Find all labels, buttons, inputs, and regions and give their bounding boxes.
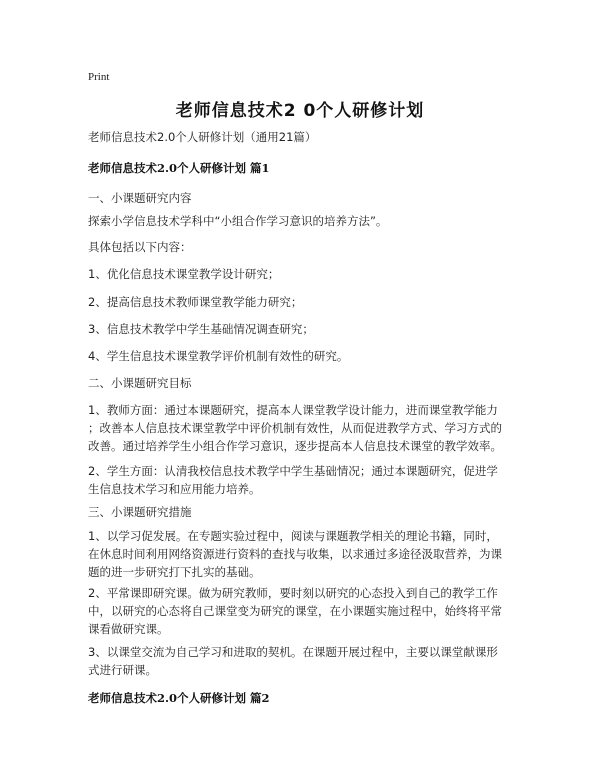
section-1-title: 一、小课题研究内容	[88, 191, 192, 205]
paragraph-line: 在休息时间利用网络资源进行资料的查找与收集，以求通过多途径汲取营养，为课	[88, 547, 502, 561]
section-1-item-3: 3、信息技术教学中学生基础情况调查研究；	[88, 322, 314, 336]
paragraph-line: 生信息技术学习和应用能力培养。	[88, 482, 261, 496]
section-1-line-2: 具体包括以下内容：	[88, 240, 192, 254]
paragraph-line: 1、教师方面：通过本课题研究，提高本人课堂教学设计能力，进而课堂教学能力	[88, 403, 498, 417]
article-heading-1: 老师信息技术2.0个人研修计划 篇1	[88, 161, 270, 175]
section-3-title: 三、小课题研究措施	[88, 505, 192, 519]
paragraph-line: 中，以研究的心态将自己课堂变为研究的课堂，在小课题实施过程中，始终将平常	[88, 604, 502, 618]
section-1-item-4: 4、学生信息技术课堂教学评价机制有效性的研究。	[88, 349, 349, 363]
paragraph-line: 1、以学习促发展。在专题实验过程中，阅读与课题教学相关的理论书籍，同时，	[88, 529, 498, 543]
paragraph-line: 题的进一步研究打下扎实的基础。	[88, 565, 261, 579]
section-3-paragraph-1	[88, 527, 522, 581]
section-1-line-1: 探索小学信息技术学科中“小组合作学习意识的培养方法”。	[88, 214, 388, 228]
article-heading-2: 老师信息技术2.0个人研修计划 篇2	[88, 691, 270, 705]
section-2-paragraph-1	[88, 401, 522, 455]
paragraph-line: 课看做研究课。	[88, 622, 169, 636]
section-2-paragraph-2	[88, 462, 522, 498]
paragraph-line: 3、以课堂交流为自己学习和进取的契机。在课题开展过程中，主要以课堂献课形	[88, 645, 498, 659]
document-subtitle: 老师信息技术2.0个人研修计划（通用21篇）	[88, 130, 317, 144]
paragraph-line: 2、平常课即研究课。做为研究教师，要时刻以研究的心态投入到自己的教学工作	[88, 586, 498, 600]
section-2-title: 二、小课题研究目标	[88, 376, 192, 390]
section-3-paragraph-2	[88, 584, 522, 638]
paragraph-line: 改善。通过培养学生小组合作学习意识，逐步提高本人信息技术课堂的教学效率。	[88, 439, 502, 453]
section-1-item-2: 2、提高信息技术教师课堂教学能力研究；	[88, 295, 303, 309]
paragraph-line: 式进行研课。	[88, 663, 157, 677]
document-title: 老师信息技术2 0个人研修计划	[175, 101, 425, 121]
paragraph-line: 2、学生方面：认清我校信息技术教学中学生基础情况；通过本课题研究，促进学	[88, 464, 498, 478]
section-1-item-1: 1、优化信息技术课堂教学设计研究；	[88, 267, 280, 281]
section-3-paragraph-3	[88, 643, 522, 679]
paragraph-line: ；改善本人信息技术课堂教学中评价机制有效性，从而促进教学方式、学习方式的	[88, 421, 502, 435]
print-label: Print	[88, 71, 110, 83]
